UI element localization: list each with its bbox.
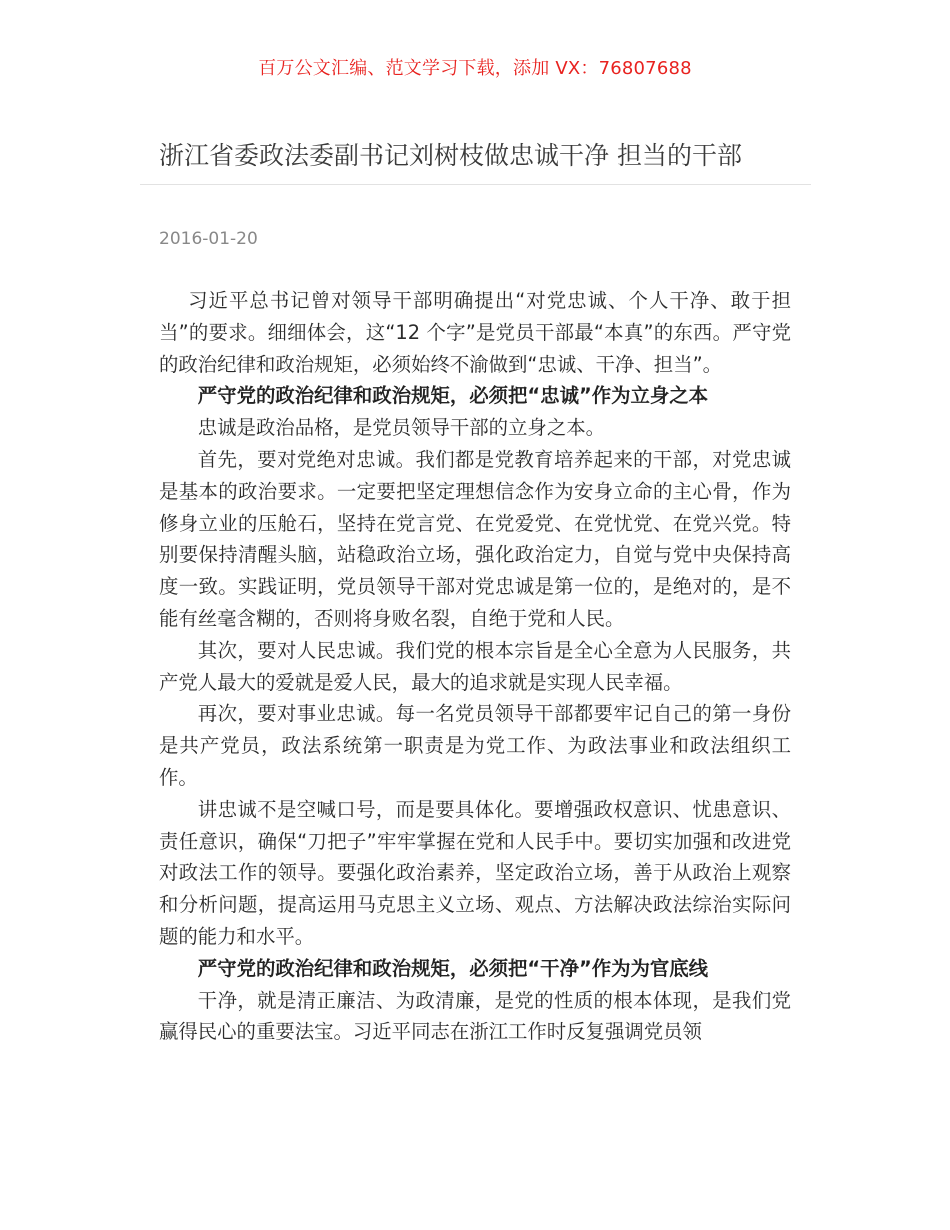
section-heading-integrity: 严守党的政治纪律和政治规矩，必须把“干净”作为为官底线 [197, 956, 709, 980]
article-title: 浙江省委政法委副书记刘树枝做忠诚干净 担当的干部 [159, 141, 742, 170]
section-heading-loyalty: 严守党的政治纪律和政治规矩，必须把“忠诚”作为立身之本 [197, 384, 709, 408]
body-paragraph: 忠诚是政治品格，是党员领导干部的立身之本。 [197, 416, 605, 440]
body-paragraph: 其次，要对人民忠诚。我们党的根本宗旨是全心全意为人民服务，共产党人最大的爱就是爱人民，最大的追求就是实现人民幸福。 [159, 638, 791, 694]
body-paragraph: 干净，就是清正廉洁、为政清廉，是党的性质的根本体现，是我们党赢得民心的重要法宝。习近平同志在浙江工作时反复强调党员领 [159, 988, 791, 1044]
body-paragraph: 首先，要对党绝对忠诚。我们都是党教育培养起来的干部，对党忠诚是基本的政治要求。一定要把坚定理想信念作为安身立命的主心骨，作为修身立业的压舱石，坚持在党言党、在党爱党、在党忧党、在党兴党。特别要保持清醒头脑，站稳政治立场，强化政治定力，自觉与党中央保持高度一致。实践证明，党员领导干部对党忠诚是第一位的，是绝对的，是不能有丝毫含糊的，否则将身败名裂，自绝于党和人民。 [159, 447, 791, 630]
publish-date: 2016-01-20 [159, 229, 258, 249]
body-paragraph: 再次，要对事业忠诚。每一名党员领导干部都要牢记自己的第一身份是共产党员，政法系统第一职责是为党工作、为政法事业和政法组织工作。 [159, 702, 791, 789]
article-body [159, 285, 791, 1048]
body-paragraph: 讲忠诚不是空喊口号，而是要具体化。要增强政权意识、忧患意识、责任意识，确保“刀把子”牢牢掌握在党和人民手中。要切实加强和改进党对政法工作的领导。要强化政治素养，坚定政治立场，善于从政治上观察和分析问题，提高运用马克思主义立场、观点、方法解决政法综治实际问题的能力和水平。 [159, 797, 791, 948]
watermark-banner: 百万公文汇编、范文学习下载，添加 VX：76807688 [258, 58, 692, 79]
intro-paragraph: 习近平总书记曾对领导干部明确提出“对党忠诚、个人干净、敢于担当”的要求。细细体会，这“12 个字”是党员干部最“本真”的东西。严守党的政治纪律和政治规矩，必须始终不渝做到“忠诚、干净、担当”。 [159, 289, 791, 376]
title-divider [140, 184, 811, 185]
